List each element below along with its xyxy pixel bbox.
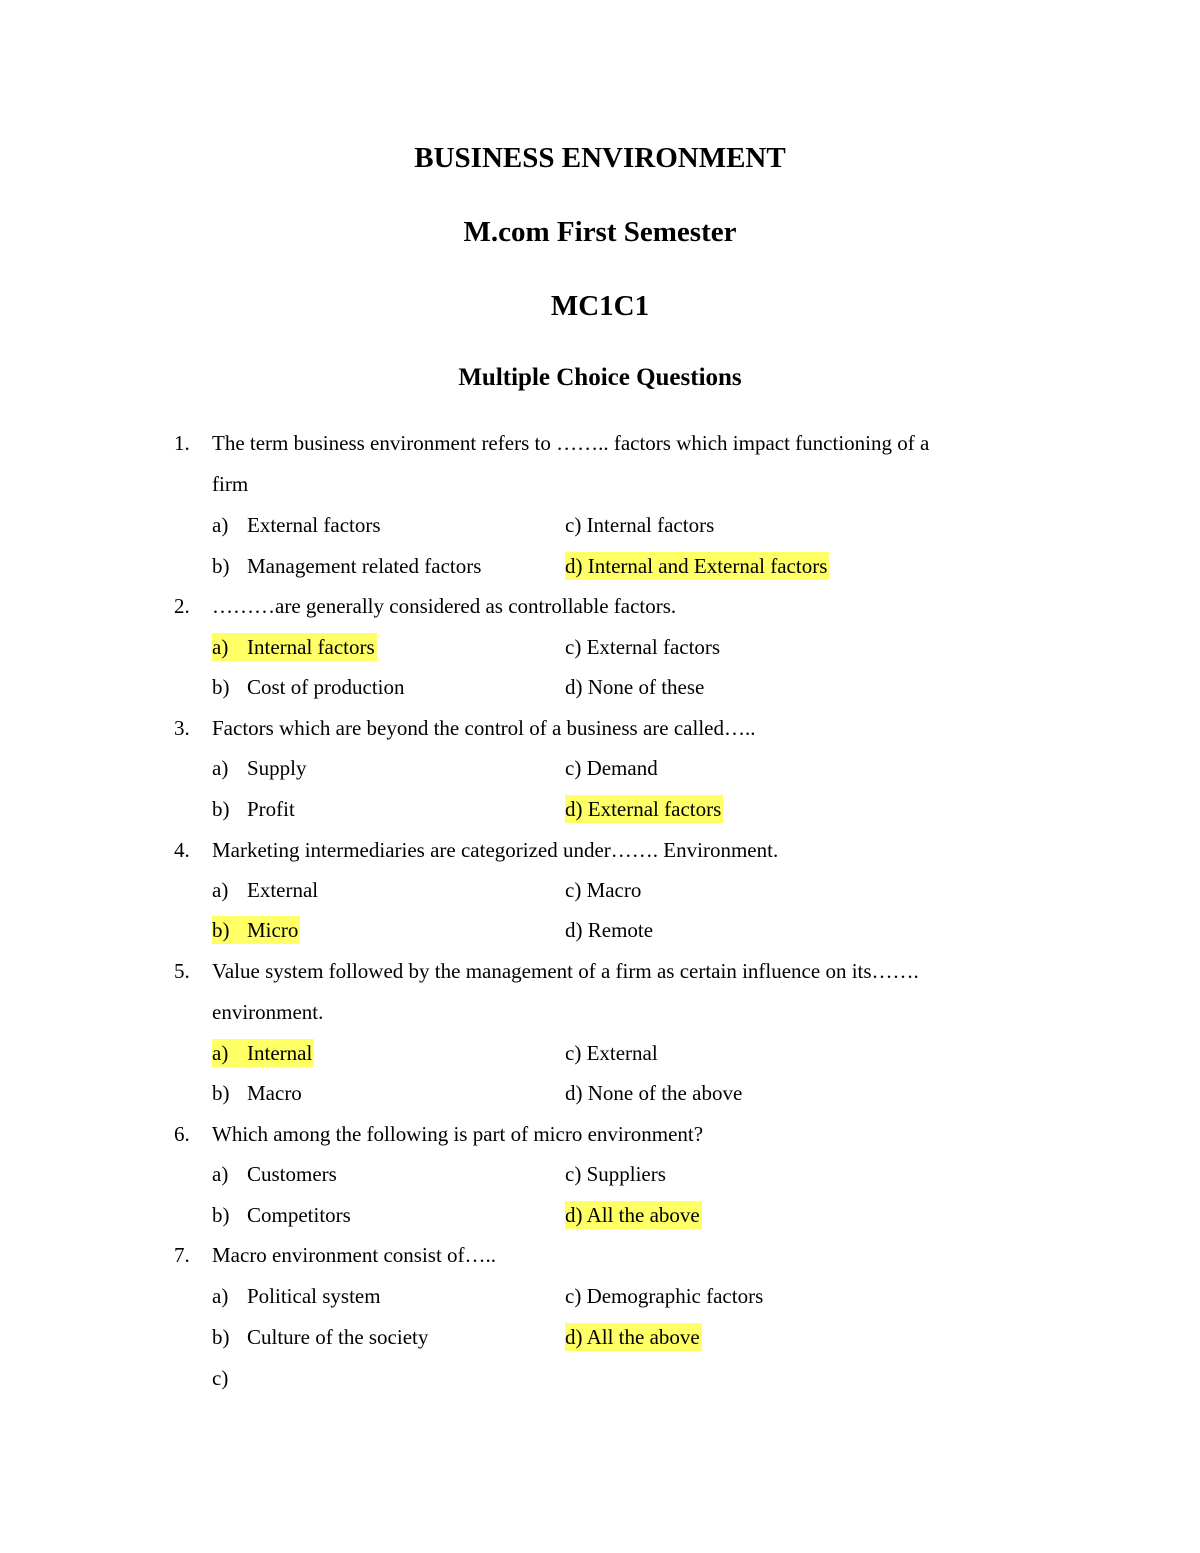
option-b bbox=[212, 1079, 302, 1107]
option-letter: b) bbox=[212, 675, 230, 699]
option-c: c) Demand bbox=[565, 756, 658, 780]
option-text: Customers bbox=[247, 1162, 337, 1186]
course-name: M.com First Semester bbox=[463, 216, 737, 248]
option-text: Micro bbox=[247, 918, 299, 942]
option-b bbox=[212, 795, 295, 823]
option-b bbox=[212, 1323, 428, 1351]
option-letter: b) bbox=[212, 797, 230, 821]
question-text: Factors which are beyond the control of a business are called….. bbox=[212, 716, 756, 740]
option-c: c) Macro bbox=[565, 878, 642, 902]
course-code: MC1C1 bbox=[550, 290, 650, 322]
option-b bbox=[212, 1201, 351, 1229]
question-text: Which among the following is part of micro environment? bbox=[212, 1122, 704, 1146]
option-text: External bbox=[247, 878, 319, 902]
option-letter: b) bbox=[212, 1203, 230, 1227]
option-text: Cost of production bbox=[247, 675, 405, 699]
option-a bbox=[212, 1282, 381, 1310]
option-text: Profit bbox=[247, 797, 295, 821]
option-letter: a) bbox=[212, 756, 229, 780]
option-d-answer: d) All the above bbox=[565, 1325, 700, 1349]
option-a bbox=[212, 876, 318, 904]
option-c: c) Demographic factors bbox=[565, 1284, 764, 1308]
option-letter: a) bbox=[212, 513, 229, 537]
option-letter: b) bbox=[212, 918, 230, 942]
option-extra: c) bbox=[212, 1366, 229, 1390]
option-letter: a) bbox=[212, 1284, 229, 1308]
option-d: d) Remote bbox=[565, 918, 654, 942]
option-d-answer: d) All the above bbox=[565, 1203, 700, 1227]
option-c: c) External factors bbox=[565, 635, 721, 659]
option-text: Competitors bbox=[247, 1203, 351, 1227]
option-b bbox=[212, 673, 405, 701]
option-letter: a) bbox=[212, 1162, 229, 1186]
option-a bbox=[212, 511, 381, 539]
question-text: Macro environment consist of….. bbox=[212, 1243, 497, 1267]
option-a-answer bbox=[212, 633, 377, 661]
option-text: Culture of the society bbox=[247, 1325, 429, 1349]
option-c: c) External bbox=[565, 1041, 658, 1065]
question-number: 3. bbox=[174, 716, 190, 740]
question-text: Marketing intermediaries are categorized under……. Environment. bbox=[212, 838, 779, 862]
option-letter: a) bbox=[212, 1041, 229, 1065]
option-text: External factors bbox=[247, 513, 381, 537]
question-number: 7. bbox=[174, 1243, 190, 1267]
question-text-continued: environment. bbox=[212, 1000, 324, 1024]
option-text: Internal factors bbox=[247, 635, 375, 659]
option-b-answer bbox=[212, 916, 300, 944]
option-a bbox=[212, 754, 307, 782]
option-c: c) Suppliers bbox=[565, 1162, 666, 1186]
question-number: 5. bbox=[174, 959, 190, 983]
option-letter: b) bbox=[212, 1325, 230, 1349]
option-d-answer: d) External factors bbox=[565, 797, 722, 821]
question-text-continued: firm bbox=[212, 472, 249, 496]
option-c: c) Internal factors bbox=[565, 513, 715, 537]
question-text: ………are generally considered as controllable factors. bbox=[212, 594, 677, 618]
document-title: BUSINESS ENVIRONMENT bbox=[414, 142, 786, 174]
option-letter: a) bbox=[212, 878, 229, 902]
option-text: Internal bbox=[247, 1041, 313, 1065]
question-number: 2. bbox=[174, 594, 190, 618]
option-a bbox=[212, 1160, 337, 1188]
question-number: 4. bbox=[174, 838, 190, 862]
question-text: The term business environment refers to …….. factors which impact functioning of a bbox=[212, 431, 930, 455]
option-text: Supply bbox=[247, 756, 307, 780]
option-d: d) None of the above bbox=[565, 1081, 743, 1105]
question-number: 6. bbox=[174, 1122, 190, 1146]
question-text: Value system followed by the management of a firm as certain influence on its……. bbox=[212, 959, 919, 983]
section-heading: Multiple Choice Questions bbox=[458, 364, 742, 391]
option-letter: b) bbox=[212, 1081, 230, 1105]
option-text: Macro bbox=[247, 1081, 302, 1105]
option-d: d) None of these bbox=[565, 675, 705, 699]
option-text: Management related factors bbox=[247, 554, 482, 578]
option-text: Political system bbox=[247, 1284, 381, 1308]
option-a-answer bbox=[212, 1039, 314, 1067]
option-letter: b) bbox=[212, 554, 230, 578]
option-d-answer: d) Internal and External factors bbox=[565, 554, 828, 578]
option-b bbox=[212, 552, 481, 580]
question-number: 1. bbox=[174, 431, 190, 455]
option-letter: a) bbox=[212, 635, 229, 659]
